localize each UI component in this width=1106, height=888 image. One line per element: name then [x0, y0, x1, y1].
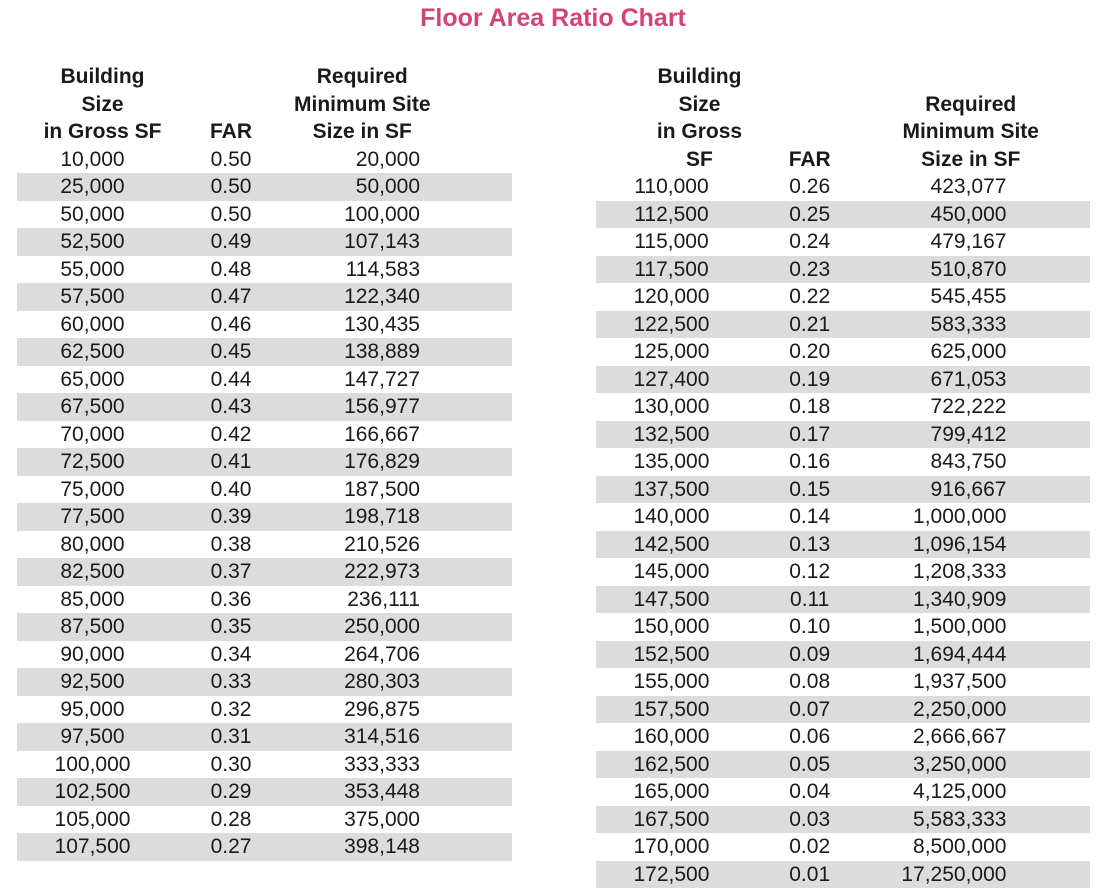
building-size-cell: 60,000 [17, 311, 168, 339]
building-size-cell: 75,000 [17, 476, 168, 504]
site-size-cell: 280,303 [294, 668, 512, 696]
far-cell: 0.15 [747, 476, 873, 504]
far-cell: 0.13 [747, 531, 873, 559]
site-size-cell: 296,875 [294, 696, 512, 724]
far-cell: 0.42 [168, 421, 294, 449]
building-size-cell: 162,500 [596, 751, 747, 779]
building-size-cell: 125,000 [596, 338, 747, 366]
far-cell: 0.02 [747, 833, 873, 861]
far-cell: 0.06 [747, 723, 873, 751]
building-size-cell: 62,500 [17, 338, 168, 366]
building-size-cell: 120,000 [596, 283, 747, 311]
far-cell: 0.50 [168, 201, 294, 229]
far-cell: 0.27 [168, 833, 294, 861]
table-row [17, 256, 512, 284]
far-cell: 0.39 [168, 503, 294, 531]
site-size-cell: 2,250,000 [872, 696, 1090, 724]
table-row [596, 861, 1090, 888]
table-row [17, 833, 512, 861]
table-row [596, 476, 1090, 504]
far-cell: 0.18 [747, 393, 873, 421]
site-size-cell: 210,526 [294, 531, 512, 559]
table-row [17, 476, 512, 504]
far-cell: 0.50 [168, 146, 294, 174]
table-row [17, 531, 512, 559]
far-cell: 0.36 [168, 586, 294, 614]
site-size-cell: 1,000,000 [872, 503, 1090, 531]
site-size-cell: 1,937,500 [872, 668, 1090, 696]
building-size-cell: 70,000 [17, 421, 168, 449]
far-cell: 0.26 [747, 173, 873, 201]
far-cell: 0.22 [747, 283, 873, 311]
site-size-cell: 625,000 [872, 338, 1090, 366]
far-cell: 0.04 [747, 778, 873, 806]
far-cell: 0.35 [168, 613, 294, 641]
table-row [17, 283, 512, 311]
site-size-cell: 916,667 [872, 476, 1090, 504]
far-cell: 0.33 [168, 668, 294, 696]
table-row [17, 696, 512, 724]
table-row [596, 283, 1090, 311]
header-site-size: Required Minimum Site Size in SF [872, 63, 1090, 173]
table-row [17, 641, 512, 669]
table-row [596, 641, 1090, 669]
building-size-cell: 10,000 [17, 146, 168, 174]
building-size-cell: 82,500 [17, 558, 168, 586]
table-row [17, 778, 512, 806]
far-cell: 0.45 [168, 338, 294, 366]
table-row [596, 393, 1090, 421]
building-size-cell: 145,000 [596, 558, 747, 586]
building-size-cell: 147,500 [596, 586, 747, 614]
table-row [17, 311, 512, 339]
far-cell: 0.17 [747, 421, 873, 449]
site-size-cell: 50,000 [294, 173, 512, 201]
building-size-cell: 102,500 [17, 778, 168, 806]
site-size-cell: 1,500,000 [872, 613, 1090, 641]
site-size-cell: 156,977 [294, 393, 512, 421]
building-size-cell: 107,500 [17, 833, 168, 861]
building-size-cell: 140,000 [596, 503, 747, 531]
table-body-right [596, 173, 1090, 888]
far-cell: 0.49 [168, 228, 294, 256]
site-size-cell: 138,889 [294, 338, 512, 366]
building-size-cell: 137,500 [596, 476, 747, 504]
table-row [596, 448, 1090, 476]
site-size-cell: 2,666,667 [872, 723, 1090, 751]
header-far: FAR [747, 63, 873, 173]
table-row [596, 256, 1090, 284]
table-row [596, 503, 1090, 531]
far-cell: 0.41 [168, 448, 294, 476]
far-cell: 0.25 [747, 201, 873, 229]
building-size-cell: 122,500 [596, 311, 747, 339]
building-size-cell: 132,500 [596, 421, 747, 449]
site-size-cell: 147,727 [294, 366, 512, 394]
table-row [596, 668, 1090, 696]
table-row [17, 393, 512, 421]
far-cell: 0.28 [168, 806, 294, 834]
site-size-cell: 799,412 [872, 421, 1090, 449]
building-size-cell: 165,000 [596, 778, 747, 806]
far-cell: 0.30 [168, 751, 294, 779]
site-size-cell: 545,455 [872, 283, 1090, 311]
site-size-cell: 264,706 [294, 641, 512, 669]
table-row [596, 201, 1090, 229]
building-size-cell: 152,500 [596, 641, 747, 669]
far-cell: 0.34 [168, 641, 294, 669]
far-table-right [596, 63, 1090, 888]
building-size-cell: 90,000 [17, 641, 168, 669]
building-size-cell: 167,500 [596, 806, 747, 834]
table-row [17, 448, 512, 476]
site-size-cell: 423,077 [872, 173, 1090, 201]
far-cell: 0.37 [168, 558, 294, 586]
table-row [17, 146, 512, 174]
building-size-cell: 110,000 [596, 173, 747, 201]
table-row [596, 311, 1090, 339]
far-cell: 0.48 [168, 256, 294, 284]
building-size-cell: 130,000 [596, 393, 747, 421]
site-size-cell: 510,870 [872, 256, 1090, 284]
building-size-cell: 115,000 [596, 228, 747, 256]
building-size-cell: 67,500 [17, 393, 168, 421]
building-size-cell: 80,000 [17, 531, 168, 559]
building-size-cell: 57,500 [17, 283, 168, 311]
building-size-cell: 85,000 [17, 586, 168, 614]
site-size-cell: 1,096,154 [872, 531, 1090, 559]
building-size-cell: 95,000 [17, 696, 168, 724]
site-size-cell: 176,829 [294, 448, 512, 476]
building-size-cell: 100,000 [17, 751, 168, 779]
table-row [596, 421, 1090, 449]
building-size-cell: 77,500 [17, 503, 168, 531]
far-cell: 0.43 [168, 393, 294, 421]
table-row [17, 173, 512, 201]
table-row [596, 366, 1090, 394]
site-size-cell: 314,516 [294, 723, 512, 751]
far-cell: 0.09 [747, 641, 873, 669]
building-size-cell: 172,500 [596, 861, 747, 888]
site-size-cell: 236,111 [294, 586, 512, 614]
building-size-cell: 105,000 [17, 806, 168, 834]
far-cell: 0.14 [747, 503, 873, 531]
site-size-cell: 17,250,000 [872, 861, 1090, 888]
table-row [596, 751, 1090, 779]
far-cell: 0.38 [168, 531, 294, 559]
far-cell: 0.07 [747, 696, 873, 724]
building-size-cell: 97,500 [17, 723, 168, 751]
table-row [17, 723, 512, 751]
table-row [596, 723, 1090, 751]
far-cell: 0.23 [747, 256, 873, 284]
site-size-cell: 398,148 [294, 833, 512, 861]
building-size-cell: 72,500 [17, 448, 168, 476]
far-cell: 0.21 [747, 311, 873, 339]
header-row [17, 63, 512, 146]
site-size-cell: 479,167 [872, 228, 1090, 256]
table-row [17, 366, 512, 394]
far-cell: 0.50 [168, 173, 294, 201]
site-size-cell: 843,750 [872, 448, 1090, 476]
site-size-cell: 166,667 [294, 421, 512, 449]
far-cell: 0.08 [747, 668, 873, 696]
table-row [17, 338, 512, 366]
table-row [596, 778, 1090, 806]
table-row [17, 586, 512, 614]
far-cell: 0.03 [747, 806, 873, 834]
far-cell: 0.31 [168, 723, 294, 751]
site-size-cell: 1,340,909 [872, 586, 1090, 614]
building-size-cell: 160,000 [596, 723, 747, 751]
far-cell: 0.20 [747, 338, 873, 366]
table-row [17, 421, 512, 449]
header-row [596, 63, 1090, 173]
table-row [596, 558, 1090, 586]
table-row [596, 833, 1090, 861]
site-size-cell: 222,973 [294, 558, 512, 586]
table-row [17, 503, 512, 531]
building-size-cell: 92,500 [17, 668, 168, 696]
header-far: FAR [168, 63, 294, 146]
table-row [596, 696, 1090, 724]
table-row [596, 806, 1090, 834]
building-size-cell: 52,500 [17, 228, 168, 256]
far-cell: 0.32 [168, 696, 294, 724]
far-cell: 0.47 [168, 283, 294, 311]
site-size-cell: 130,435 [294, 311, 512, 339]
site-size-cell: 20,000 [294, 146, 512, 174]
site-size-cell: 107,143 [294, 228, 512, 256]
far-table-left [17, 63, 512, 861]
far-cell: 0.44 [168, 366, 294, 394]
far-cell: 0.16 [747, 448, 873, 476]
building-size-cell: 135,000 [596, 448, 747, 476]
site-size-cell: 122,340 [294, 283, 512, 311]
site-size-cell: 198,718 [294, 503, 512, 531]
far-cell: 0.29 [168, 778, 294, 806]
site-size-cell: 8,500,000 [872, 833, 1090, 861]
building-size-cell: 87,500 [17, 613, 168, 641]
building-size-cell: 65,000 [17, 366, 168, 394]
table-row [17, 668, 512, 696]
header-building-size: Building Size in Gross SF [17, 63, 168, 146]
building-size-cell: 142,500 [596, 531, 747, 559]
building-size-cell: 50,000 [17, 201, 168, 229]
site-size-cell: 5,583,333 [872, 806, 1090, 834]
far-cell: 0.24 [747, 228, 873, 256]
building-size-cell: 55,000 [17, 256, 168, 284]
site-size-cell: 450,000 [872, 201, 1090, 229]
table-row [596, 338, 1090, 366]
site-size-cell: 100,000 [294, 201, 512, 229]
table-row [17, 613, 512, 641]
site-size-cell: 1,208,333 [872, 558, 1090, 586]
building-size-cell: 157,500 [596, 696, 747, 724]
table-row [596, 228, 1090, 256]
table-row [17, 228, 512, 256]
far-cell: 0.10 [747, 613, 873, 641]
table-row [17, 751, 512, 779]
building-size-cell: 117,500 [596, 256, 747, 284]
building-size-cell: 127,400 [596, 366, 747, 394]
building-size-cell: 150,000 [596, 613, 747, 641]
site-size-cell: 353,448 [294, 778, 512, 806]
building-size-cell: 170,000 [596, 833, 747, 861]
table-row [17, 558, 512, 586]
site-size-cell: 114,583 [294, 256, 512, 284]
site-size-cell: 583,333 [872, 311, 1090, 339]
far-cell: 0.05 [747, 751, 873, 779]
building-size-cell: 25,000 [17, 173, 168, 201]
site-size-cell: 333,333 [294, 751, 512, 779]
site-size-cell: 4,125,000 [872, 778, 1090, 806]
far-cell: 0.12 [747, 558, 873, 586]
site-size-cell: 722,222 [872, 393, 1090, 421]
site-size-cell: 250,000 [294, 613, 512, 641]
header-site-size: Required Minimum Site Size in SF [294, 63, 512, 146]
header-building-size: Building Size in Gross SF [596, 63, 747, 173]
far-cell: 0.01 [747, 861, 873, 888]
table-row [17, 201, 512, 229]
far-cell: 0.19 [747, 366, 873, 394]
building-size-cell: 155,000 [596, 668, 747, 696]
far-cell: 0.11 [747, 586, 873, 614]
site-size-cell: 1,694,444 [872, 641, 1090, 669]
site-size-cell: 671,053 [872, 366, 1090, 394]
site-size-cell: 3,250,000 [872, 751, 1090, 779]
table-row [596, 173, 1090, 201]
table-row [596, 586, 1090, 614]
page-title: Floor Area Ratio Chart [0, 4, 1106, 33]
building-size-cell: 112,500 [596, 201, 747, 229]
far-cell: 0.40 [168, 476, 294, 504]
site-size-cell: 187,500 [294, 476, 512, 504]
table-row [17, 806, 512, 834]
site-size-cell: 375,000 [294, 806, 512, 834]
table-row [596, 531, 1090, 559]
table-body-left [17, 146, 512, 861]
far-cell: 0.46 [168, 311, 294, 339]
table-row [596, 613, 1090, 641]
